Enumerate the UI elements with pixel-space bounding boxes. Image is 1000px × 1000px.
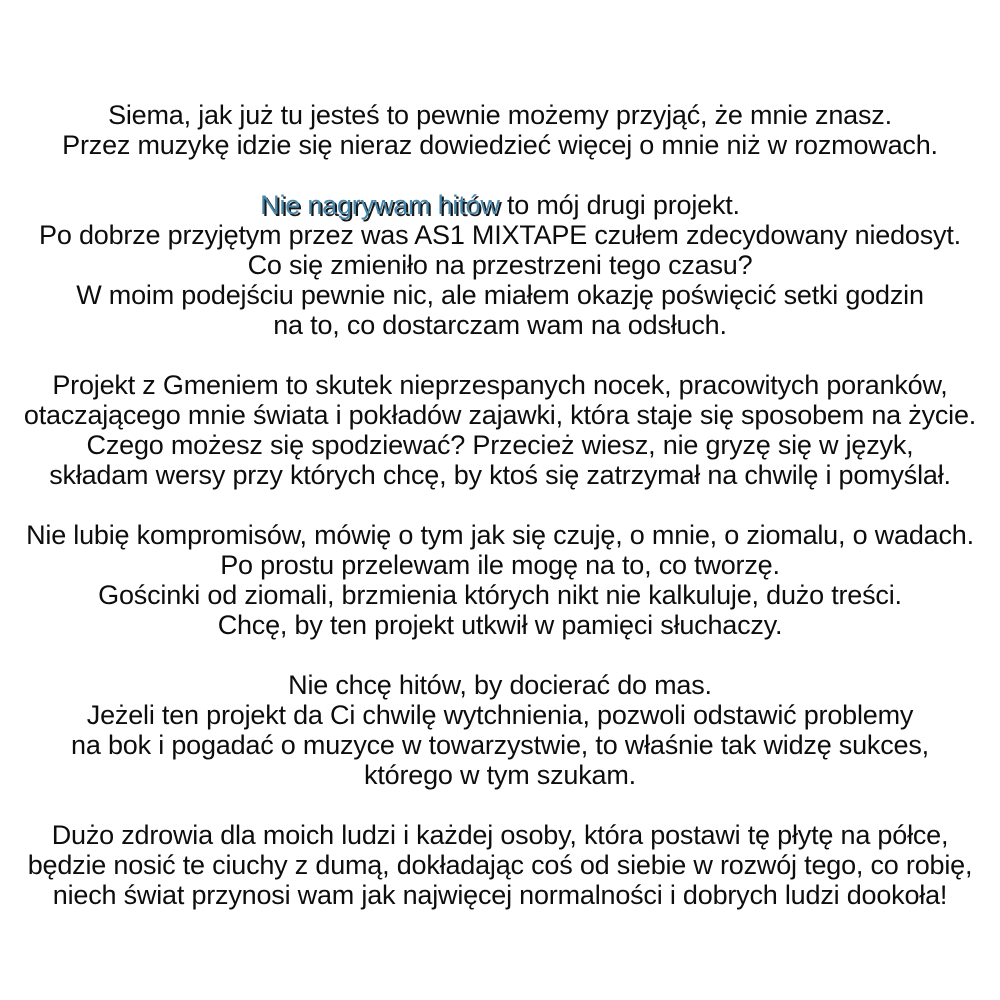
project-title-highlight: Nie nagrywam hitów: [260, 190, 500, 220]
text-line: [0, 610, 1000, 640]
text-line: [0, 310, 1000, 340]
text-segment: Nie chcę hitów, by docierać do mas.: [288, 670, 712, 700]
paragraph: [0, 100, 1000, 160]
text-line: [0, 280, 1000, 310]
paragraph: [0, 520, 1000, 640]
text-segment: Gościnki od ziomali, brzmienia których nikt nie kalkuluje, dużo treści.: [98, 580, 902, 610]
paragraph: [0, 190, 1000, 340]
text-line: [0, 700, 1000, 730]
text-segment: Dużo zdrowia dla moich ludzi i każdej osoby, która postawi tę płytę na półce,: [51, 820, 949, 850]
text-line: [0, 100, 1000, 130]
text-line: [0, 880, 1000, 910]
text-segment: Przez muzykę idzie się nieraz dowiedzieć więcej o mnie niż w rozmowach.: [62, 130, 938, 160]
text-segment: Jeżeli ten projekt da Ci chwilę wytchnienia, pozwoli odstawić problemy: [86, 700, 914, 730]
text-line: [0, 760, 1000, 790]
text-line: [0, 550, 1000, 580]
paragraph: [0, 820, 1000, 910]
text-line: [0, 820, 1000, 850]
text-segment: którego w tym szukam.: [364, 760, 636, 790]
text-segment: na to, co dostarczam wam na odsłuch.: [273, 310, 727, 340]
text-line: [0, 850, 1000, 880]
text-segment: otaczającego mnie świata i pokładów zajawki, która staje się sposobem na życie.: [23, 400, 977, 430]
text-segment: niech świat przynosi wam jak najwięcej normalności i dobrych ludzi dookoła!: [52, 880, 948, 910]
text-line: [0, 220, 1000, 250]
text-segment: na bok i pogadać o muzyce w towarzystwie, to właśnie tak widzę sukces,: [71, 730, 929, 760]
text-segment: Co się zmieniło na przestrzeni tego czasu?: [247, 250, 753, 280]
text-segment: Czego możesz się spodziewać? Przecież wiesz, nie gryzę się w język,: [86, 430, 914, 460]
text-line: [0, 370, 1000, 400]
text-segment: to mój drugi projekt.: [499, 190, 740, 220]
text-line: [0, 520, 1000, 550]
text-segment: W moim podejściu pewnie nic, ale miałem okazję poświęcić setki godzin: [76, 280, 924, 310]
text-segment: Projekt z Gmeniem to skutek nieprzespanych nocek, pracowitych poranków,: [52, 370, 948, 400]
text-line: [0, 250, 1000, 280]
text-segment: Siema, jak już tu jesteś to pewnie możemy przyjąć, że mnie znasz.: [108, 100, 892, 130]
text-segment: będzie nosić te ciuchy z dumą, dokładając coś od siebie w rozwój tego, co robię,: [27, 850, 973, 880]
text-segment: Nie lubię kompromisów, mówię o tym jak się czuję, o mnie, o ziomalu, o wadach.: [26, 520, 974, 550]
text-line: [0, 130, 1000, 160]
paragraph: [0, 370, 1000, 490]
text-line: [0, 670, 1000, 700]
text-line: [0, 190, 1000, 220]
text-line: [0, 580, 1000, 610]
text-segment: Po dobrze przyjętym przez was AS1 MIXTAPE czułem zdecydowany niedosyt.: [39, 220, 961, 250]
text-line: [0, 730, 1000, 760]
bio-text: [0, 100, 1000, 910]
text-line: [0, 400, 1000, 430]
text-line: [0, 460, 1000, 490]
text-segment: składam wersy przy których chcę, by ktoś się zatrzymał na chwilę i pomyślał.: [49, 460, 951, 490]
paragraph: [0, 670, 1000, 790]
text-segment: Chcę, by ten projekt utkwił w pamięci słuchaczy.: [217, 610, 783, 640]
text-segment: Po prostu przelewam ile mogę na to, co tworzę.: [220, 550, 780, 580]
text-line: [0, 430, 1000, 460]
